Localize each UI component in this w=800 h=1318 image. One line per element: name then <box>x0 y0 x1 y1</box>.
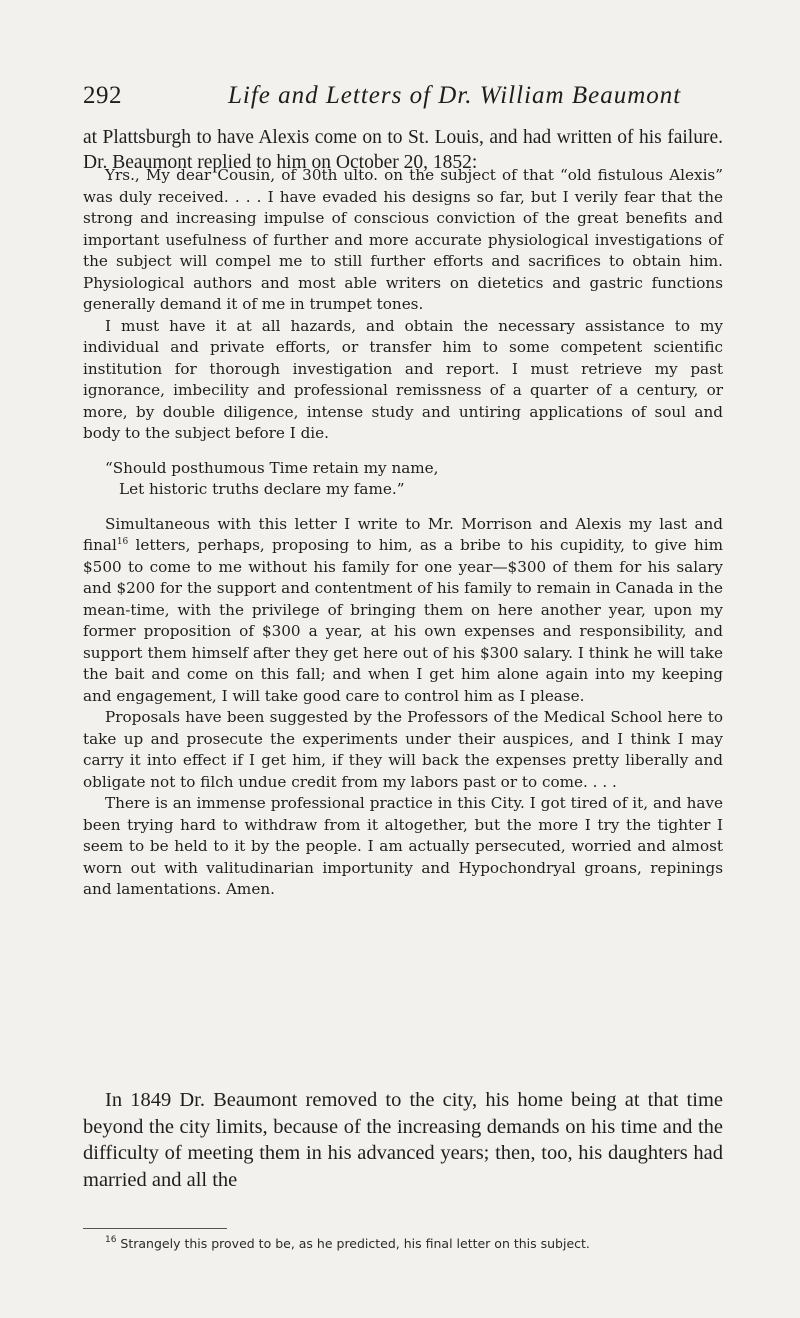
letter-paragraph: Proposals have been suggested by the Professors of the Medical School here to take up and prosecute the experiments under their auspices, and I think I may carry it into effect if I get him, if they will back the expenses pretty liberally and obligate not to filch undue credit from my labors past or to come. . . . <box>83 708 723 791</box>
letter-text: Simultaneous with this letter I write to Mr. Morrison and Alexis my last and final <box>83 514 723 554</box>
poem-quote <box>83 458 723 501</box>
letter-paragraph: There is an immense professional practice in this City. I got tired of it, and have been trying hard to withdraw from it altogether, but the more I try the tighter I seem to be held to it by the people. I am actually persecuted, worried and almost worn out with valitudinarian importunity and Hypochondryal groans, repinings and lamentations. Amen. <box>83 794 723 898</box>
page-header <box>83 82 723 118</box>
footnote-number: 16 <box>105 1235 117 1245</box>
footnote <box>83 1236 723 1252</box>
intro-paragraph: at Plattsburgh to have Alexis come on to St. Louis, and had written of his failure. Dr. Beaumont replied to him on October 20, 1852: <box>83 127 723 173</box>
footnote-divider <box>83 1228 227 1229</box>
poem-line: “Should posthumous Time retain my name, <box>105 458 439 477</box>
letter-paragraph: I must have it at all hazards, and obtain the necessary assistance to my individual and private efforts, or transfer him to some competent scientific institution for thorough investigation and report. I must retrieve my past ignorance, imbecility and professional remissness of a quarter of a century, or more, by double diligence, intense study and untiring applications of soul and body to the subject before I die. <box>83 316 723 442</box>
poem-line: Let historic truths declare my fame.” <box>119 480 405 498</box>
letter-paragraph <box>83 514 723 708</box>
footnote-reference[interactable]: 16 <box>116 537 129 547</box>
closing-paragraph: In 1849 Dr. Beaumont removed to the city, his home being at that time beyond the city limits, because of the increasing demands on his time and the difficulty of meeting them in his advanced years; then, too, his daughters had married and all the <box>83 1089 723 1191</box>
footnote-text: Strangely this proved to be, as he predicted, his final letter on this subject. <box>116 1236 590 1251</box>
letter-paragraph: Yrs., My dear Cousin, of 30th ulto. on the subject of that “old fistulous Alexis” was duly received. . . . I have evaded his designs so far, but I verily fear that the strong and increasing impulse of conscious conviction of the great benefits and important usefulness of further and more accurate physiological investigations of the subject will compel me to still further efforts and sacrifices to obtain him. Physiological authors and most able writers on dietetics and gastric functions generally demand it of me in trumpet tones. <box>83 166 723 313</box>
letter-text: letters, perhaps, proposing to him, as a bribe to his cupidity, to give him $500 to come to me without his family for one year—$300 of them for his salary and $200 for the support and contentment of his family to remain in Canada in the mean-time, with the privilege of bringing them on here another year, upon my former proposition of $300 a year, at his own expenses and responsibility, and support them himself after they get here out of his $300 salary. I think he will take the bait and come on this fall; and when I get him alone again into my keeping and engagement, I will take good care to control him as I please. <box>83 536 723 705</box>
page-number: 292 <box>83 82 122 109</box>
running-title: Life and Letters of Dr. William Beaumont <box>228 82 682 109</box>
letter-quote <box>83 165 723 901</box>
